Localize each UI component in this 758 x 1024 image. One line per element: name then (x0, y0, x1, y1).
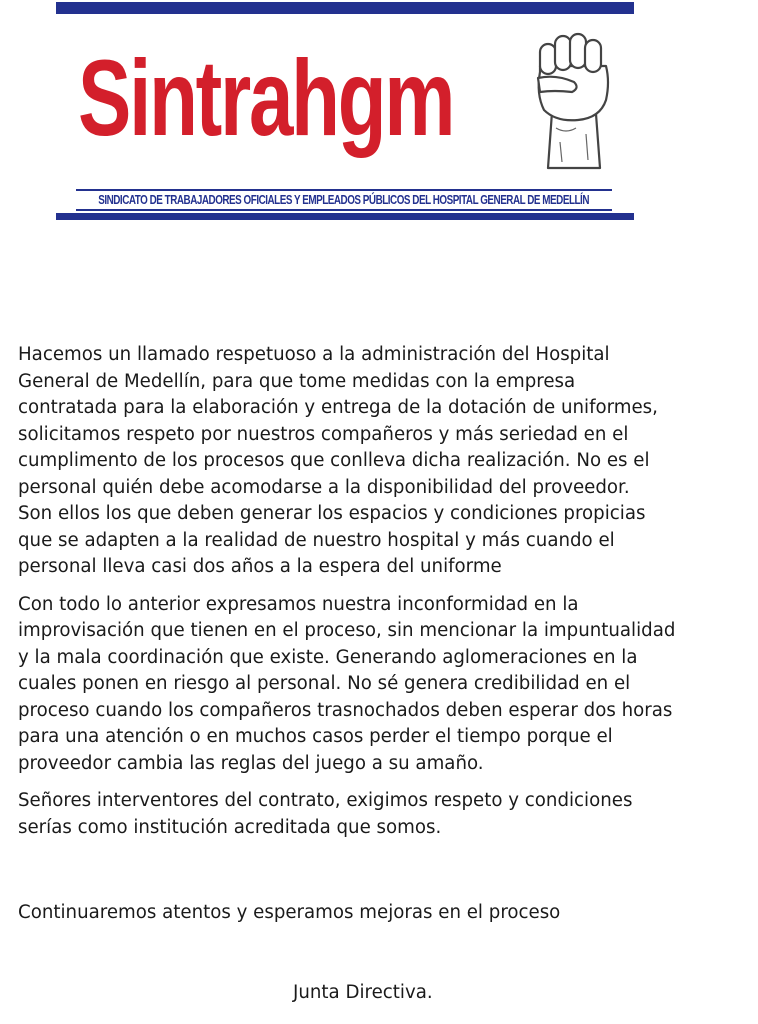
union-logo-text: Sintrahgm (78, 37, 454, 158)
text-line: personal quién debe acomodarse a la disponibilidad del proveedor. (18, 476, 630, 498)
union-header-banner (56, 2, 634, 220)
signature: Junta Directiva. (293, 982, 433, 1003)
union-subtitle-bar (76, 189, 612, 211)
text-line: contratada para la elaboración y entrega de la dotación de uniformes, (18, 397, 658, 418)
text-line: proceso cuando los compañeros trasnochados deben esperar dos horas (18, 699, 673, 721)
paragraph-1 (18, 342, 730, 581)
text-line: improvisación que tienen en el proceso, sin mencionar la impuntualidad (18, 620, 676, 641)
raised-fist-icon (526, 22, 612, 170)
text-line: cumplimento de los procesos que conlleva dicha realización. No es el (18, 450, 650, 471)
paragraph-2 (18, 592, 730, 778)
text-line: y la mala coordinación que existe. Generando aglomeraciones en la (18, 646, 638, 668)
text-line: cuales ponen en riesgo al personal. No sé genera credibilidad en el (18, 673, 631, 694)
text-line: Señores interventores del contrato, exigimos respeto y condiciones (18, 790, 633, 811)
paragraph-3 (18, 788, 730, 841)
text-line: Hacemos un llamado respetuoso a la administración del Hospital (18, 344, 610, 365)
letter-body (18, 342, 730, 852)
union-full-name: SINDICATO DE TRABAJADORES OFICIALES Y EMPLEADOS PÚBLICOS DEL HOSPITAL GENERAL DE MEDELLÍN (98, 193, 590, 207)
text-line: Son ellos los que deben generar los espacios y condiciones propicias (18, 503, 646, 524)
text-line: serías como institución acreditada que somos. (18, 816, 442, 838)
text-line: que se adapten a la realidad de nuestro hospital y más cuando el (18, 529, 615, 551)
text-line: para una atención o en muchos casos perder el tiempo porque el (18, 726, 613, 747)
closing-statement: Continuaremos atentos y esperamos mejoras en el proceso (18, 902, 561, 923)
text-line: solicitamos respeto por nuestros compañeros y más seriedad en el (18, 423, 629, 445)
text-line: personal lleva casi dos años a la espera del uniforme (18, 556, 502, 577)
text-line: Con todo lo anterior expresamos nuestra inconformidad en la (18, 593, 579, 615)
text-line: proveedor cambia las reglas del juego a su amaño. (18, 752, 484, 774)
text-line: General de Medellín, para que tome medidas con la empresa (18, 370, 576, 392)
